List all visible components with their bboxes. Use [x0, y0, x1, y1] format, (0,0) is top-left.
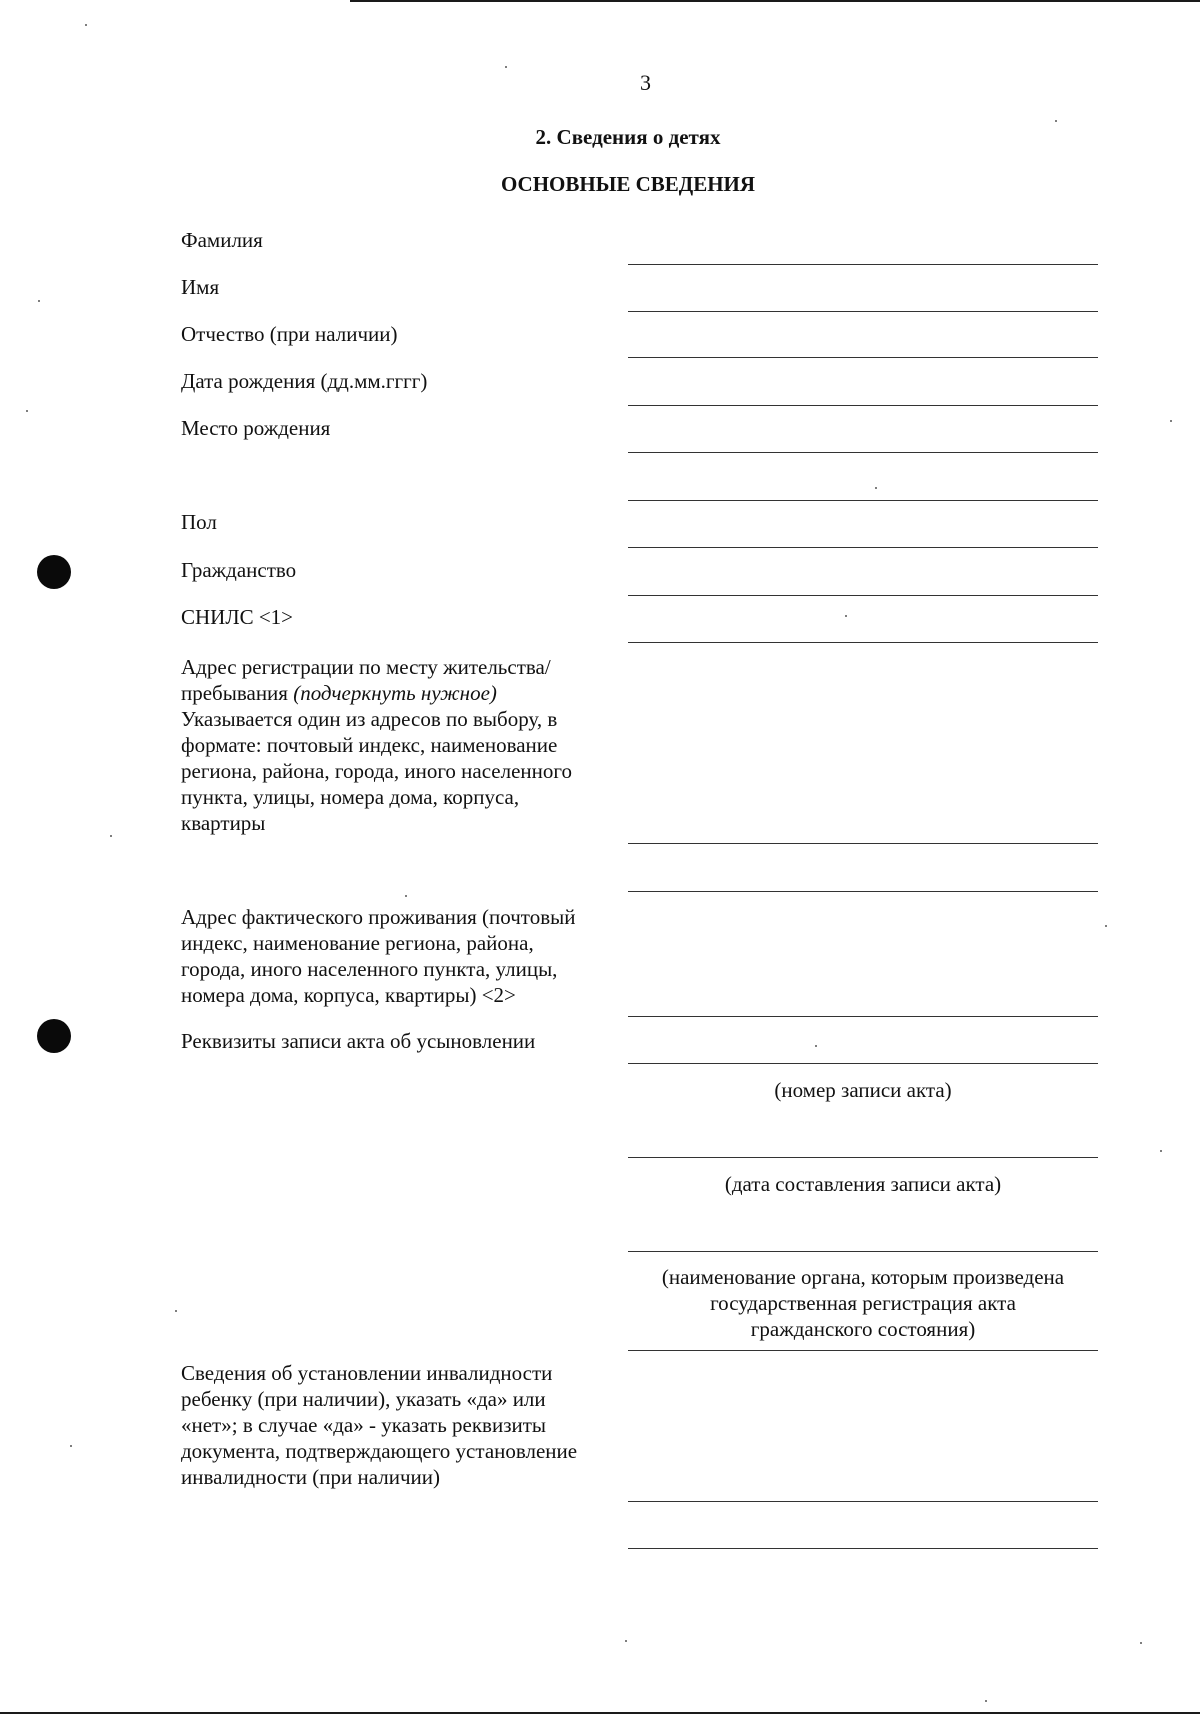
scan-speck: [110, 835, 112, 837]
registration-address-field[interactable]: [628, 843, 1098, 844]
section-subtitle: ОСНОВНЫЕ СВЕДЕНИЯ: [500, 172, 756, 196]
scan-speck: [845, 615, 847, 617]
record-date-caption: (дата составления записи акта): [724, 1172, 1002, 1196]
scan-speck: [1105, 925, 1107, 927]
scan-speck: [875, 487, 877, 489]
birth-place-field[interactable]: [628, 452, 1098, 453]
scan-speck: [1055, 120, 1057, 122]
registry-office-caption: (наименование органа, которым произведена государственная регистрация акта гражданского состояния): [661, 1265, 1065, 1341]
scan-top-edge: [350, 0, 1200, 2]
page-number: 3: [640, 70, 651, 95]
adoption-record-number-field[interactable]: [628, 1063, 1098, 1064]
record-number-caption: (номер записи акта): [774, 1078, 952, 1102]
scan-speck: [26, 410, 28, 412]
scan-speck: [505, 66, 507, 68]
scan-bottom-edge: [0, 1712, 1200, 1714]
snils-field[interactable]: [628, 642, 1098, 643]
patronymic-field[interactable]: [628, 357, 1098, 358]
actual-address-field[interactable]: [628, 1016, 1098, 1017]
citizenship-label: Гражданство: [181, 558, 297, 582]
registry-office-field-2[interactable]: [628, 1350, 1098, 1351]
surname-label: Фамилия: [181, 228, 263, 252]
actual-address-label: Адрес фактического проживания (почтовый индекс, наименование региона, района, города, иного населенного пункта, улицы, номера дома, корпуса, квартиры) <2>: [181, 905, 576, 1007]
punch-hole: [37, 1019, 71, 1053]
name-label: Имя: [181, 275, 220, 299]
scan-speck: [1140, 1642, 1142, 1644]
registration-address-text: Адрес регистрации по месту жительства/ пребывания: [181, 655, 551, 705]
scan-speck: [85, 24, 87, 26]
citizenship-field[interactable]: [628, 595, 1098, 596]
adoption-record-label: Реквизиты записи акта об усыновлении: [181, 1029, 536, 1053]
registration-address-field-2[interactable]: [628, 891, 1098, 892]
surname-field[interactable]: [628, 264, 1098, 265]
scan-speck: [70, 1445, 72, 1447]
registry-office-field[interactable]: [628, 1251, 1098, 1252]
scan-speck: [1160, 1150, 1162, 1152]
scan-speck: [625, 1640, 627, 1642]
scan-speck: [405, 895, 407, 897]
name-field[interactable]: [628, 311, 1098, 312]
disability-label: Сведения об установлении инвалидности ребенку (при наличии), указать «да» или «нет»; в случае «да» - указать реквизиты документа, подтверждающего установление инвалидности (при наличии): [181, 1361, 578, 1489]
birth-date-field[interactable]: [628, 405, 1098, 406]
sex-field[interactable]: [628, 547, 1098, 548]
birth-place-field-2[interactable]: [628, 500, 1098, 501]
registration-address-label: [181, 654, 572, 836]
disability-field[interactable]: [628, 1501, 1098, 1502]
birth-place-label: Место рождения: [181, 416, 331, 440]
scan-speck: [175, 1310, 177, 1312]
punch-hole: [37, 555, 71, 589]
section-title: 2. Сведения о детях: [535, 125, 721, 149]
disability-field-2[interactable]: [628, 1548, 1098, 1549]
patronymic-label: Отчество (при наличии): [181, 322, 398, 346]
scan-speck: [1170, 420, 1172, 422]
birth-date-label: Дата рождения (дд.мм.гггг): [181, 369, 428, 393]
snils-label: СНИЛС <1>: [181, 605, 294, 629]
registration-address-format: Указывается один из адресов по выбору, в формате: почтовый индекс, наименование региона, района, города, иного населенного пункта, улицы, номера дома, корпуса, квартиры: [181, 707, 572, 835]
scan-speck: [815, 1045, 817, 1047]
scan-speck: [38, 300, 40, 302]
adoption-record-date-field[interactable]: [628, 1157, 1098, 1158]
sex-label: Пол: [181, 510, 217, 534]
scan-speck: [985, 1700, 987, 1702]
underline-hint: (подчеркнуть нужное): [293, 681, 497, 705]
